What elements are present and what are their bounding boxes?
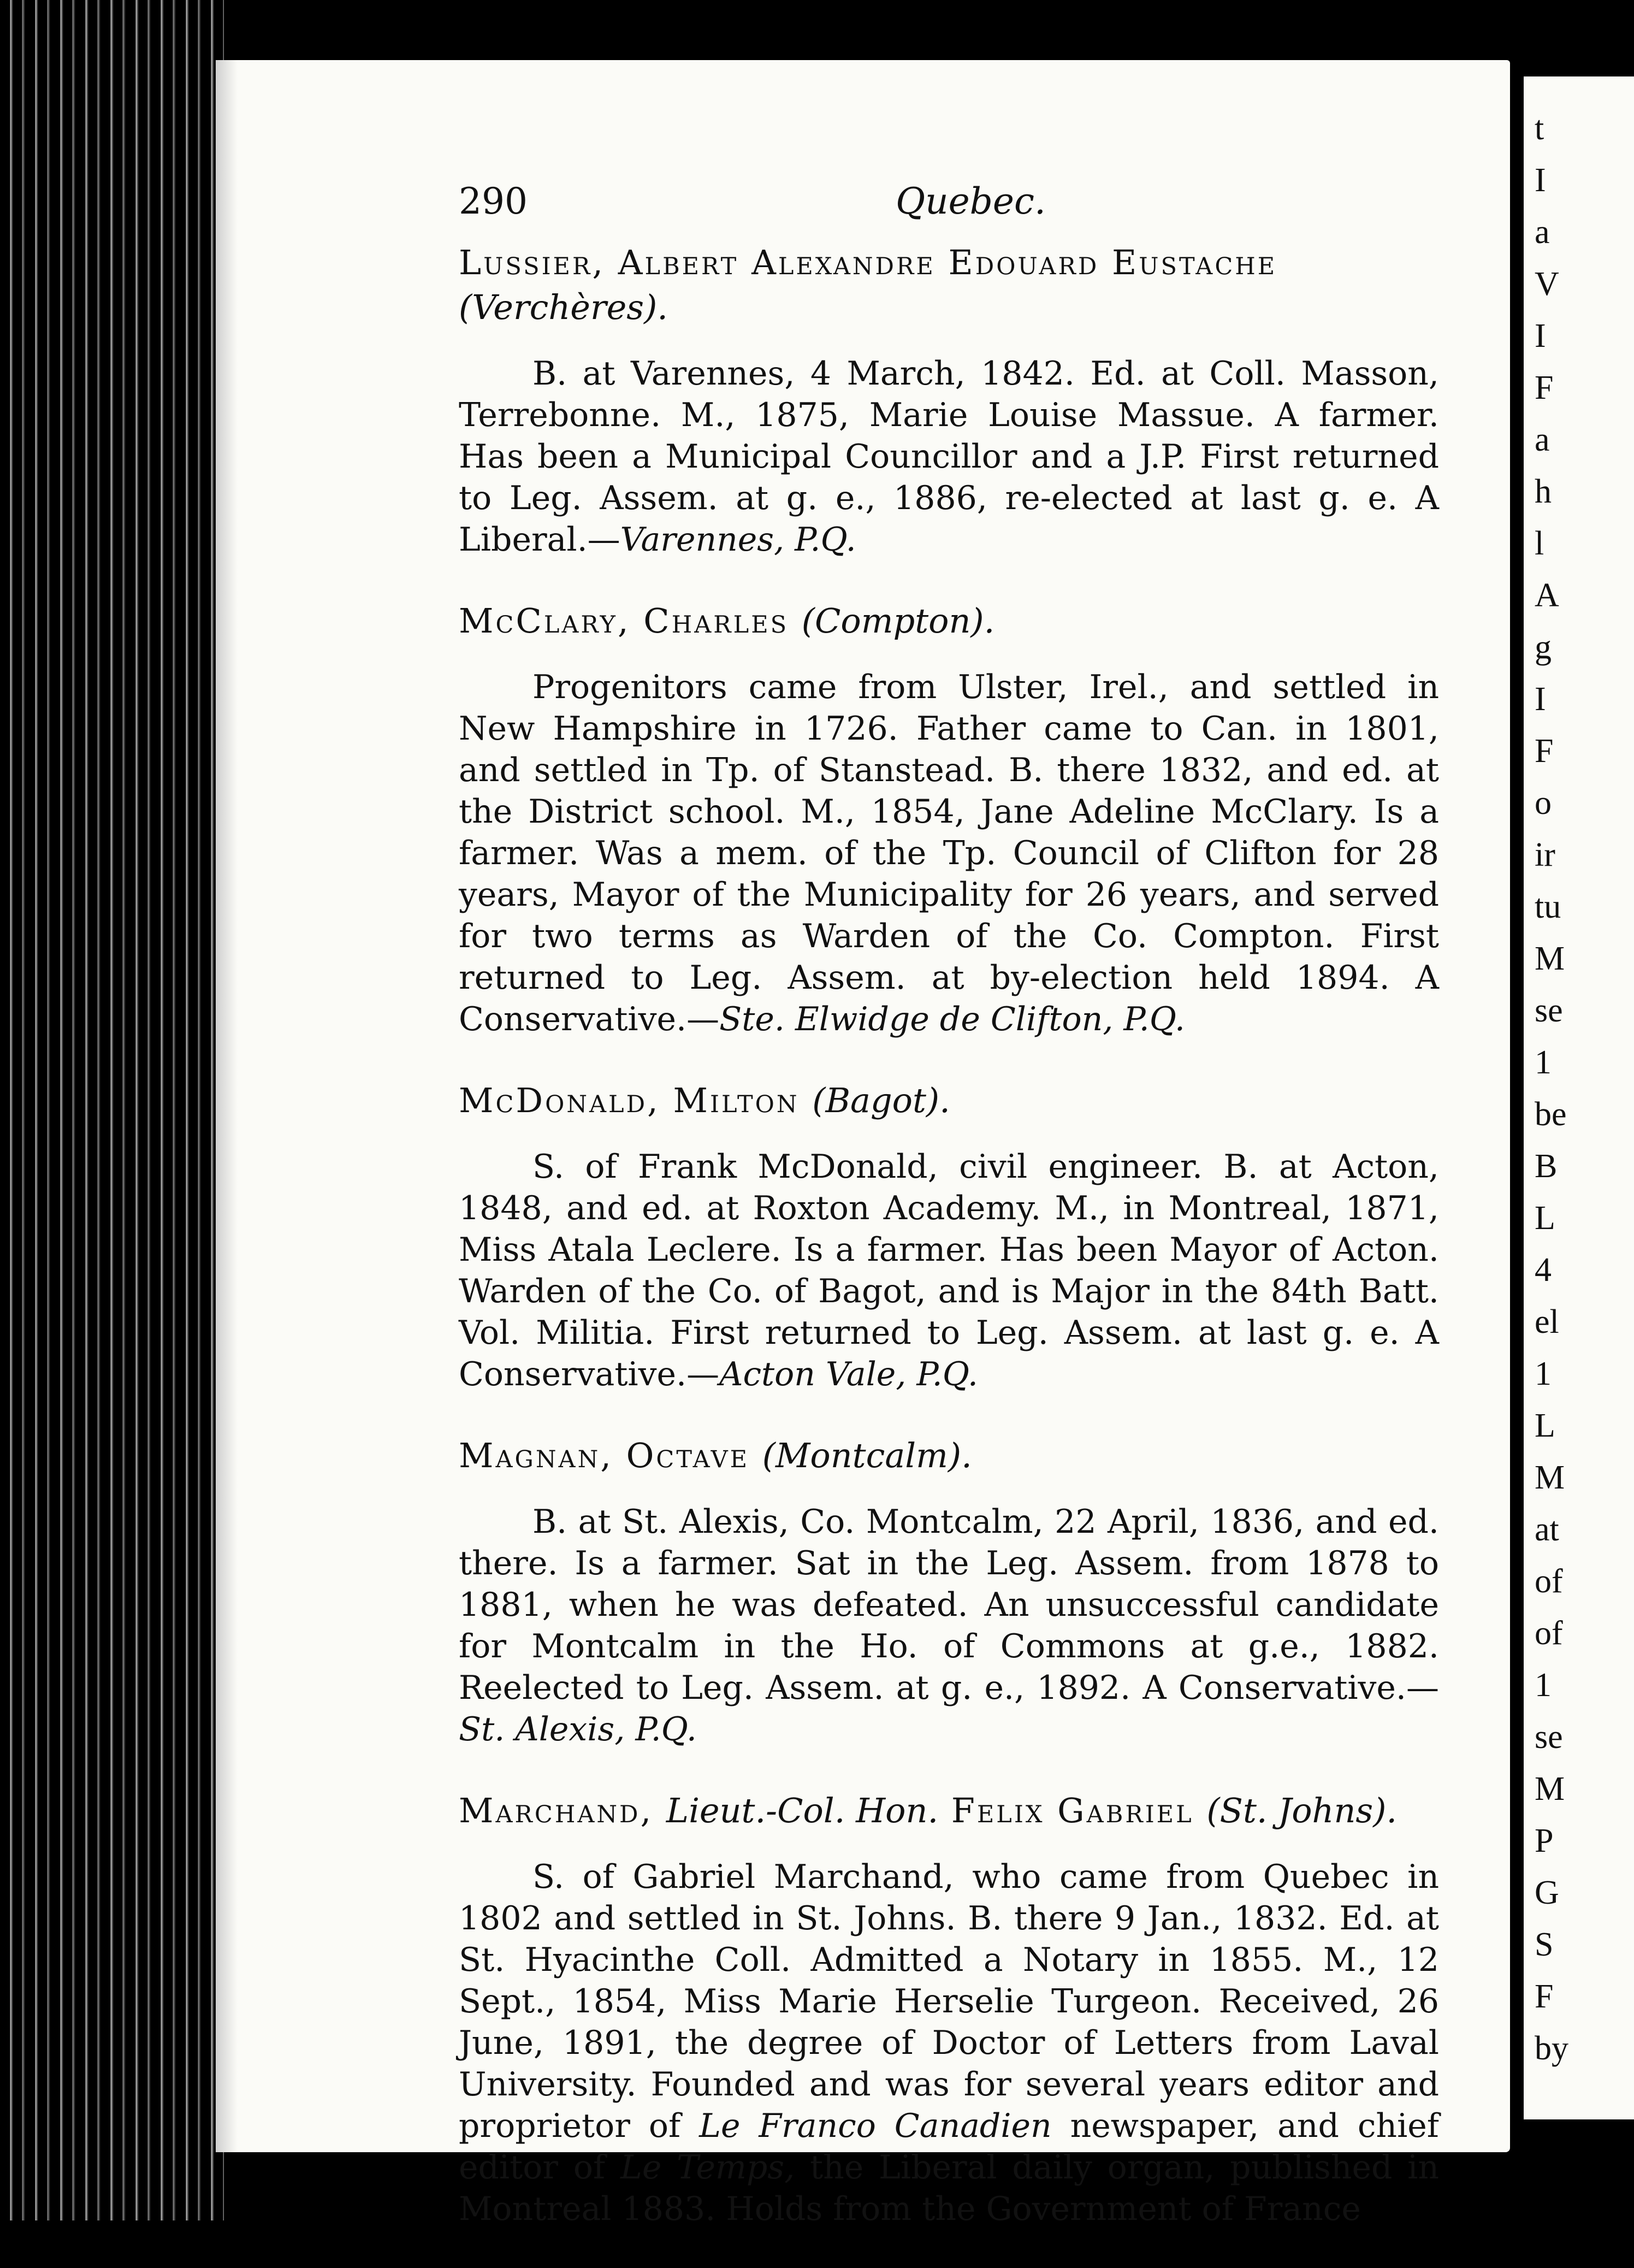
entry-marchand [243, 1788, 1439, 2230]
constituency: (St. Johns). [1206, 1791, 1398, 1830]
biography: Progenitors came from Ulster, Irel., and settled in New Hampshire in 1726. Father came to Can. in 1801, and settled in Tp. of Stanstead. B. there 1832, and ed. at the District school. M., 1854, Jane Adeline McClary. Is a farmer. Was a mem. of the Tp. Council of Clifton for 28 years, Mayor of the Municipality for 26 years, and served for two terms as Warden of the Co. Compton. First returned to Leg. Assem. at by-election held 1894. A Conservative.— [459, 668, 1439, 1038]
facing-text-fragment: V [1535, 265, 1559, 303]
entry-magnan [243, 1433, 1439, 1750]
biography: B. at St. Alexis, Co. Montcalm, 22 April, 1836, and ed. there. Is a farmer. Sat in the Leg. Assem. from 1878 to 1881, when he was defeated. An unsuccessful candidate for Montcalm in the Ho. of Commons at g.e., 1882. Reelected to Leg. Assem. at g. e., 1892. A Conservative.— [459, 1503, 1439, 1707]
facing-text-fragment: P [1535, 1822, 1554, 1859]
facing-text-fragment: g [1535, 629, 1552, 666]
facing-text-fragment: M [1535, 1459, 1565, 1496]
member-name: McDonald, Milton [459, 1080, 800, 1120]
entry-mcclary [243, 599, 1439, 1040]
entry-heading [243, 240, 1439, 330]
address: Acton Vale, P.Q. [719, 1355, 978, 1393]
member-name-rest: Felix Gabriel [951, 1791, 1194, 1830]
facing-text-fragment: l [1535, 525, 1544, 562]
member-title: Lieut.-Col. Hon. [666, 1791, 939, 1830]
scan-left-edge [0, 0, 224, 2220]
facing-text-fragment: 1 [1535, 1355, 1552, 1392]
facing-text-fragment: o [1535, 784, 1552, 822]
entry-text [243, 353, 1439, 560]
address: St. Alexis, P.Q. [459, 1710, 697, 1749]
entry-text [243, 1501, 1439, 1750]
facing-text-fragment: el [1535, 1303, 1559, 1340]
entry-heading [243, 1788, 1439, 1833]
facing-text-fragment: 1 [1535, 1667, 1552, 1704]
facing-text-fragment: by [1535, 2030, 1568, 2067]
member-name: Lussier, Albert Alexandre Edouard Eustache [459, 243, 1277, 282]
member-name: Marchand, [459, 1791, 654, 1830]
facing-text-fragment: I [1535, 317, 1546, 355]
entry-lussier [243, 240, 1439, 560]
facing-text-fragment: L [1535, 1407, 1555, 1444]
member-name: Magnan, Octave [459, 1436, 750, 1475]
entry-text [243, 1146, 1439, 1395]
facing-text-fragment: 4 [1535, 1251, 1552, 1289]
constituency: (Bagot). [812, 1080, 950, 1120]
entry-text [243, 666, 1439, 1040]
facing-text-fragment: M [1535, 940, 1565, 977]
facing-text-fragment: h [1535, 473, 1552, 510]
facing-text-fragment: tu [1535, 888, 1561, 925]
facing-text-fragment: B [1535, 1148, 1558, 1185]
facing-text-fragment: F [1535, 733, 1554, 770]
facing-text-fragment: G [1535, 1874, 1559, 1911]
facing-text-fragment: a [1535, 421, 1550, 458]
entry-mcdonald [243, 1078, 1439, 1395]
facing-text-fragment: ir [1535, 836, 1555, 873]
facing-text-fragment: se [1535, 1718, 1563, 1756]
constituency: (Montcalm). [762, 1436, 972, 1475]
entry-heading [243, 1433, 1439, 1478]
page-number: 290 [459, 180, 528, 222]
constituency: (Verchères). [459, 287, 668, 327]
biography: S. of Gabriel Marchand, who came from Quebec in 1802 and settled in St. Johns. B. there 9 Jan., 1832. Ed. at St. Hyacinthe Coll. Admitted a Notary in 1855. M., 12 Sept., 1854, Miss Marie Herselie Turgeon. Received, 26 June, 1891, the degree of Doctor of Letters from Laval University. Founded and was for several years editor and proprietor of [459, 1858, 1439, 2145]
entry-text [243, 1856, 1439, 2230]
member-name: McClary, Charles [459, 601, 789, 641]
facing-text-fragment: A [1535, 577, 1559, 614]
facing-text-fragment: at [1535, 1511, 1559, 1548]
facing-text-fragment: M [1535, 1770, 1565, 1808]
constituency: (Compton). [801, 601, 995, 641]
address: Varennes, P.Q. [620, 521, 856, 559]
biography-continued: the Liberal daily organ, published in Montreal 1883. Holds from the Government of France [459, 2148, 1439, 2228]
facing-text-fragment: se [1535, 992, 1563, 1029]
facing-text-fragment: be [1535, 1096, 1567, 1133]
facing-text-fragment: of [1535, 1615, 1563, 1652]
biography-continued: newspaper, and chief editor of [459, 2107, 1439, 2187]
entry-heading [243, 599, 1439, 643]
facing-text-fragment: of [1535, 1563, 1563, 1600]
page-content [243, 180, 1439, 2268]
facing-page-fragment [1524, 76, 1634, 2119]
facing-text-fragment: F [1535, 1978, 1554, 2015]
running-title: Quebec. [896, 180, 1046, 222]
facing-text-fragment: t [1535, 110, 1544, 147]
page-header [243, 180, 1439, 240]
biography: S. of Frank McDonald, civil engineer. B. at Acton, 1848, and ed. at Roxton Academy. M., in Montreal, 1871, Miss Atala Leclere. Is a farmer. Has been Mayor of Acton. Warden of the Co. of Bagot, and is Major in the 84th Batt. Vol. Militia. First returned to Leg. Assem. at last g. e. A Conservative.— [459, 1148, 1439, 1393]
facing-text-fragment: I [1535, 681, 1546, 718]
facing-text-fragment: F [1535, 369, 1554, 406]
facing-text-fragment: 1 [1535, 1044, 1552, 1081]
facing-text-fragment: a [1535, 214, 1550, 251]
facing-text-fragment: S [1535, 1926, 1554, 1963]
biography: B. at Varennes, 4 March, 1842. Ed. at Coll. Masson, Terrebonne. M., 1875, Marie Louise Massue. A farmer. Has been a Municipal Councillor and a J.P. First returned to Leg. Assem. at g. e., 1886, re-elected at last g. e. A Liberal.— [459, 355, 1439, 559]
newspaper-title: Le Temps, [620, 2148, 795, 2187]
entry-heading [243, 1078, 1439, 1123]
facing-text-fragment: L [1535, 1200, 1555, 1237]
facing-text-fragment: I [1535, 162, 1546, 199]
newspaper-title: Le Franco Canadien [699, 2107, 1052, 2145]
address: Ste. Elwidge de Clifton, P.Q. [719, 1000, 1185, 1038]
